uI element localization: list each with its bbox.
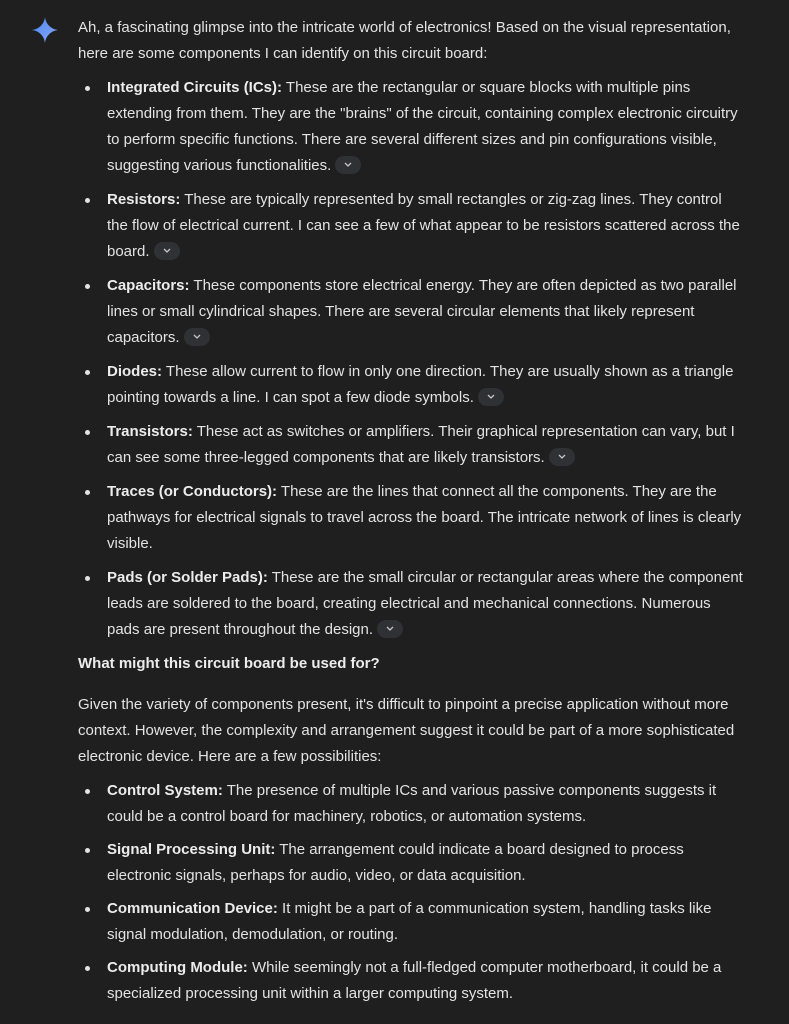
list-item [78,896,746,948]
source-expand-button[interactable] [377,620,403,638]
list-item [78,565,746,643]
list-item [78,837,746,889]
list-item-text: These components store electrical energy. They are often depicted as two parallel lines or small cylindrical shapes. There are several circular elements that likely represent capacitors. [107,277,737,346]
chevron-down-icon [344,162,352,168]
list-item [78,273,746,351]
chevron-down-icon [386,626,394,632]
components-list [78,75,746,643]
list-item-title: Traces (or Conductors): [107,483,278,500]
source-expand-button[interactable] [335,156,361,174]
chevron-down-icon [193,334,201,340]
chevron-down-icon [558,454,566,460]
list-item-text: The presence of multiple ICs and various passive components suggests it could be a control board for machinery, robotics, or automation systems. [107,782,717,825]
list-item-text: These are the small circular or rectangular areas where the component leads are soldered to the board, creating electrical and mechanical connections. Numerous pads are present throughout the design. [107,569,743,638]
list-item-title: Computing Module: [107,959,248,976]
list-item-text: While seemingly not a full-fledged computer motherboard, it could be a specialized processing unit within a larger computing system. [107,959,722,1002]
list-item-text: These act as switches or amplifiers. Their graphical representation can vary, but I can see some three-legged components that are likely transistors. [107,423,735,466]
list-item-title: Diodes: [107,363,163,380]
usage-paragraph: Given the variety of components present, it's difficult to pinpoint a precise application without more context. However, the complexity and arrangement suggest it could be part of a more sophisticated electronic device. Here are a few possibilities: [78,696,735,765]
list-item-title: Transistors: [107,423,193,440]
list-item-title: Resistors: [107,191,181,208]
list-item-text: The arrangement could indicate a board designed to process electronic signals, perhaps for audio, video, or data acquisition. [107,841,684,884]
list-item-text: These are typically represented by small rectangles or zig-zag lines. They control the flow of electrical current. I can see a few of what appear to be resistors scattered across the board. [107,191,740,260]
usage-heading: What might this circuit board be used for? [78,655,380,672]
list-item [78,187,746,265]
list-item-title: Pads (or Solder Pads): [107,569,268,586]
gemini-sparkle-icon [30,15,60,45]
source-expand-button[interactable] [549,448,575,466]
list-item [78,75,746,179]
list-item-title: Integrated Circuits (ICs): [107,79,283,96]
list-item [78,359,746,411]
assistant-response [78,15,746,1014]
list-item-title: Capacitors: [107,277,190,294]
list-item [78,419,746,471]
list-item-title: Communication Device: [107,900,278,917]
list-item-title: Control System: [107,782,223,799]
uses-list [78,778,746,1007]
intro-paragraph: Ah, a fascinating glimpse into the intricate world of electronics! Based on the visual representation, here are some components I can identify on this circuit board: [78,19,731,62]
list-item [78,479,746,557]
list-item-text: These allow current to flow in only one direction. They are usually shown as a triangle pointing towards a line. I can spot a few diode symbols. [107,363,734,406]
source-expand-button[interactable] [154,242,180,260]
source-expand-button[interactable] [478,388,504,406]
chevron-down-icon [163,248,171,254]
list-item [78,955,746,1007]
list-item-text: It might be a part of a communication system, handling tasks like signal modulation, demodulation, or routing. [107,900,712,943]
list-item-text: These are the rectangular or square blocks with multiple pins extending from them. They are the "brains" of the circuit, containing complex electronic circuitry to perform specific functions. There are several different sizes and pin configurations visible, suggesting various functionalities. [107,79,738,174]
list-item-text: These are the lines that connect all the components. They are the pathways for electrical signals to travel across the board. The intricate network of lines is clearly visible. [107,483,742,552]
list-item [78,778,746,830]
source-expand-button[interactable] [184,328,210,346]
list-item-title: Signal Processing Unit: [107,841,276,858]
chevron-down-icon [487,394,495,400]
